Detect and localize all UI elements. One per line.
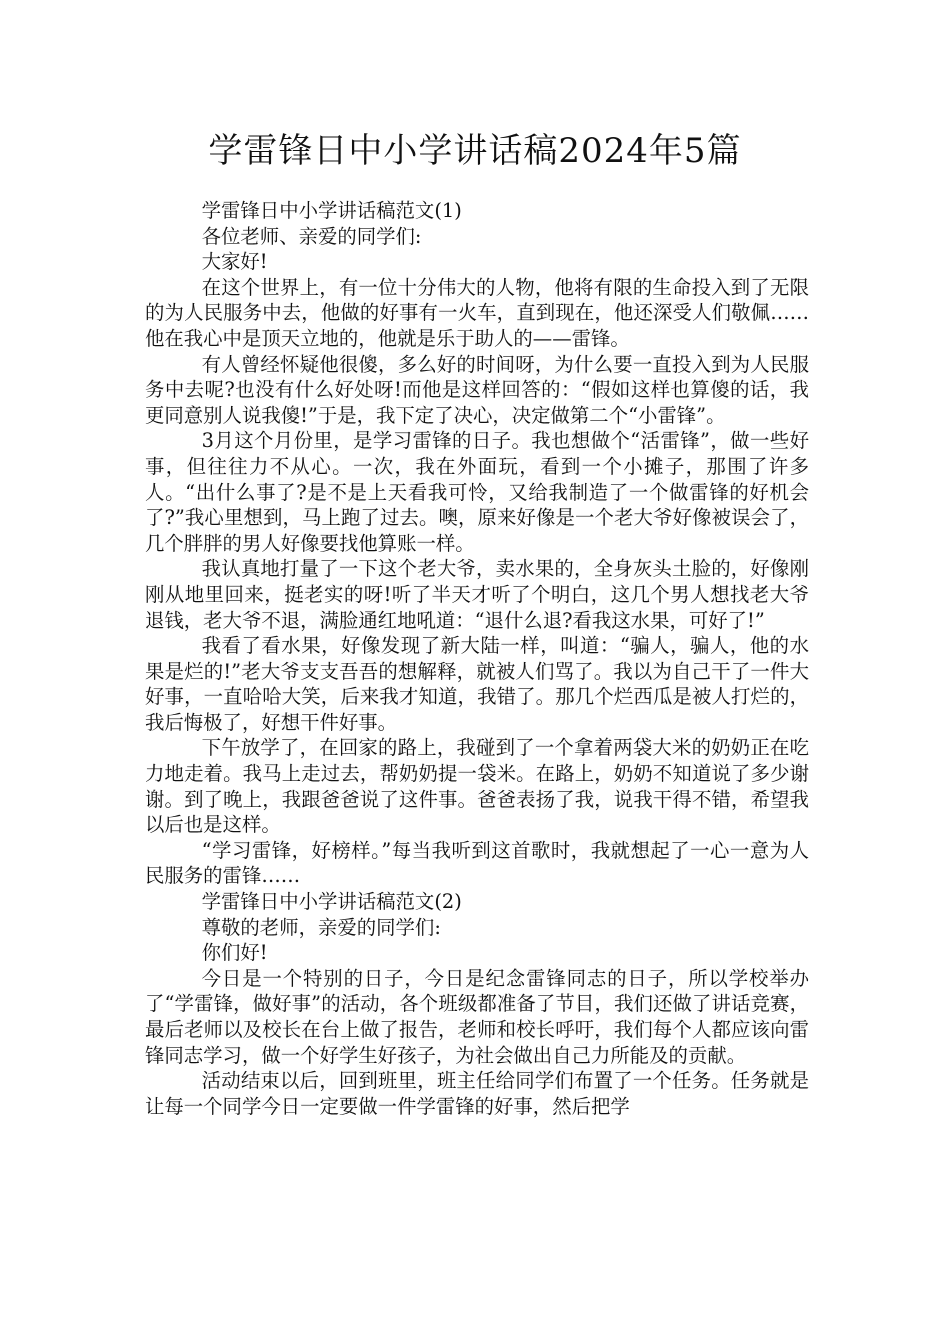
paragraph: 今日是一个特别的日子，今日是纪念雷锋同志的日子，所以学校举办了“学雷锋，做好事”的活动，各个班级都准备了节目，我们还做了讲话竞赛，最后老师以及校长在台上做了报告，老师和校长呼吁，我们每个人都应该向雷锋同志学习，做一个好学生好孩子，为社会做出自己力所能及的贡献。 xyxy=(145,966,809,1067)
paragraph-greeting: 你们好! xyxy=(201,941,268,965)
paragraph: 活动结束以后，回到班里，班主任给同学们布置了一个任务。任务就是让每一个同学今日一定要做一件学雷锋的好事，然后把学 xyxy=(145,1069,809,1118)
paragraph: 有人曾经怀疑他很傻，多么好的时间呀，为什么要一直投入到为人民服务中去呢?也没有什么好处呀!而他是这样回答的：“假如这样也算傻的话，我更同意别人说我傻!”于是，我下定了决心，决定做第二个“小雷锋”。 xyxy=(145,352,809,427)
paragraph: 我认真地打量了一下这个老大爷，卖水果的，全身灰头土脸的，好像刚刚从地里回来，挺老实的呀!听了半天才听了个明白，这几个男人想找老大爷退钱，老大爷不退，满脸通红地吼道：“退什么退?看我这水果，可好了!” xyxy=(145,557,809,632)
paragraph-salutation: 尊敬的老师，亲爱的同学们: xyxy=(201,915,441,939)
paragraph-speech-2-heading: 学雷锋日中小学讲话稿范文(2) xyxy=(201,890,462,914)
paragraph: 在这个世界上，有一位十分伟大的人物，他将有限的生命投入到了无限的为人民服务中去，他做的好事有一火车，直到现在，他还深受人们敬佩……他在我心中是顶天立地的，他就是乐于助人的——雷锋。 xyxy=(145,275,809,350)
document-body xyxy=(145,198,809,1119)
paragraph: 下午放学了，在回家的路上，我碰到了一个拿着两袋大米的奶奶正在吃力地走着。我马上走过去，帮奶奶提一袋米。在路上，奶奶不知道说了多少谢谢。到了晚上，我跟爸爸说了这件事。爸爸表扬了我，说我干得不错，希望我以后也是这样。 xyxy=(145,736,809,837)
document-title: 学雷锋日中小学讲话稿2024年5篇 xyxy=(208,131,742,171)
paragraph: 3月这个月份里，是学习雷锋的日子。我也想做个“活雷锋”，做一些好事，但往往力不从心。一次，我在外面玩，看到一个小摊子，那围了许多人。“出什么事了?是不是上天看我可怜，又给我制造了一个做雷锋的好机会了?”我心里想到，马上跑了过去。噢，原来好像是一个老大爷好像被误会了，几个胖胖的男人好像要找他算账一样。 xyxy=(145,429,809,555)
paragraph: “学习雷锋，好榜样。”每当我听到这首歌时，我就想起了一心一意为人民服务的雷锋…… xyxy=(145,838,809,888)
paragraph-salutation: 各位老师、亲爱的同学们: xyxy=(201,224,422,248)
paragraph: 我看了看水果，好像发现了新大陆一样，叫道：“骗人，骗人，他的水果是烂的!”老大爷支支吾吾的想解释，就被人们骂了。我以为自己干了一件大好事，一直哈哈大笑，后来我才知道，我错了。那几个烂西瓜是被人打烂的，我后悔极了，好想干件好事。 xyxy=(145,634,809,734)
paragraph-greeting: 大家好! xyxy=(201,250,268,274)
paragraph-speech-1-heading: 学雷锋日中小学讲话稿范文(1) xyxy=(201,199,462,222)
